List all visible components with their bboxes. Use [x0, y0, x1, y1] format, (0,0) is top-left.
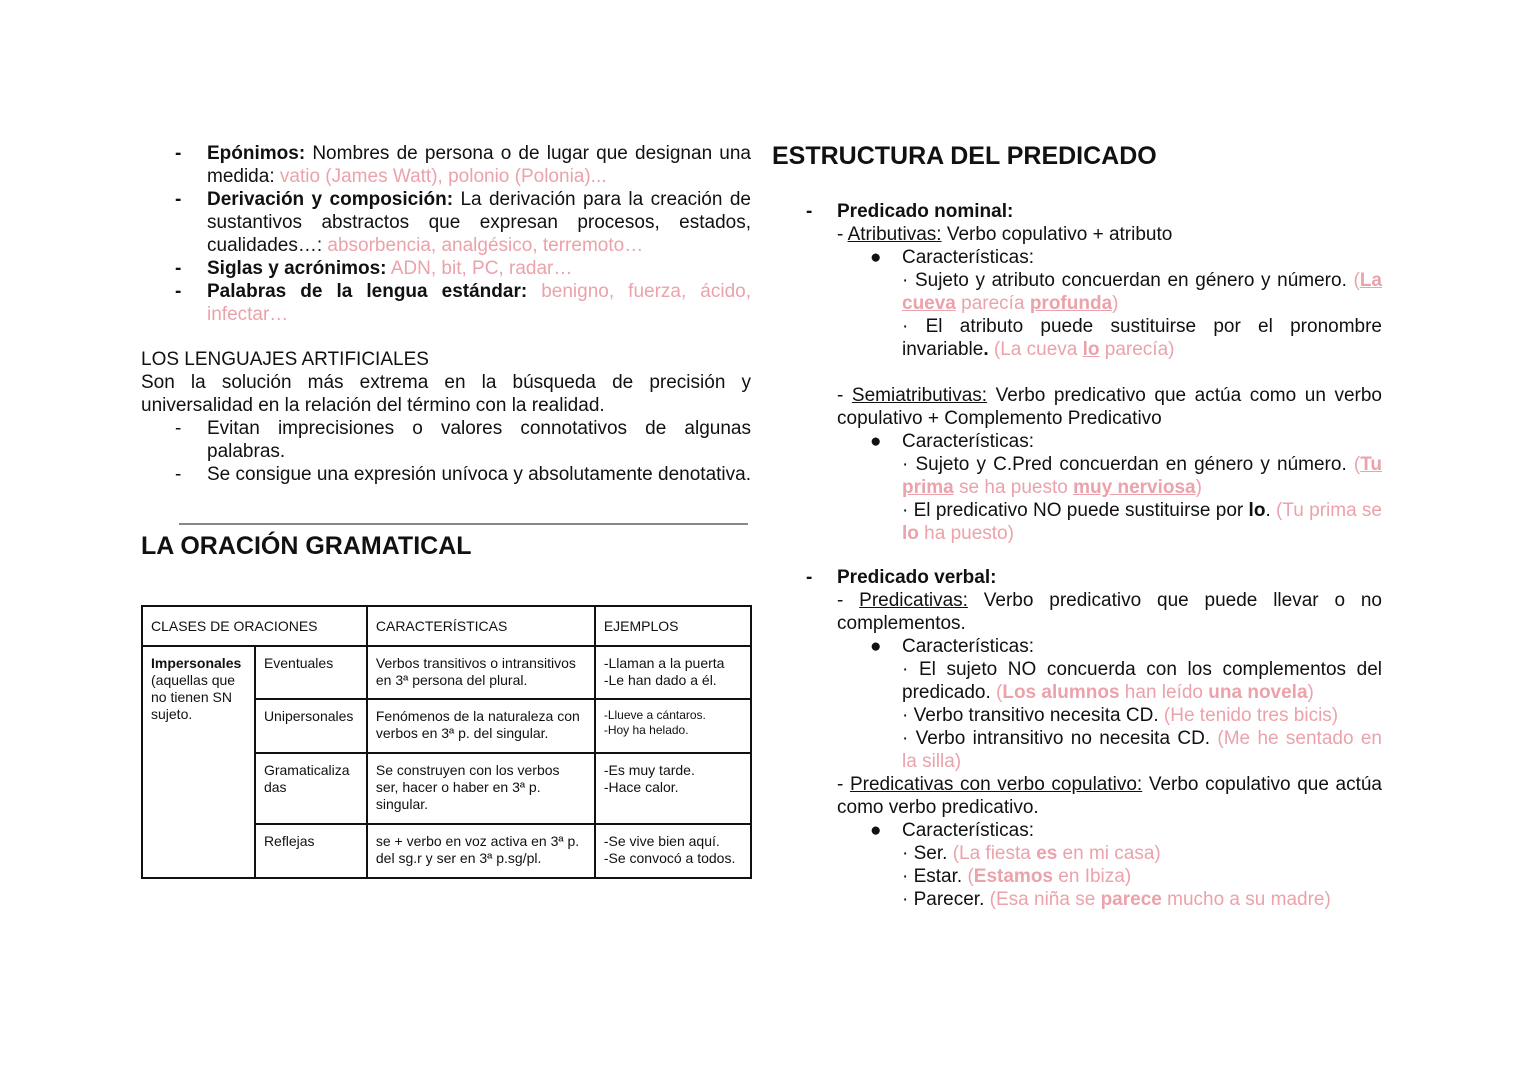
paragraph	[837, 384, 1382, 430]
subsection-title: Predicado verbal:	[837, 567, 997, 588]
example-cell	[595, 824, 751, 878]
example-text: parecía)	[1099, 339, 1175, 360]
example-text: es	[1036, 843, 1058, 864]
list-item	[772, 566, 1382, 589]
bullet-item	[837, 430, 1382, 453]
example-text: ADN, bit, PC, radar…	[390, 258, 573, 279]
bullet-icon: ●	[870, 247, 882, 268]
example-text: )	[1307, 682, 1314, 703]
example: -Se vive bien aquí.	[603, 833, 720, 849]
text-run: Derivación y composición:	[207, 189, 454, 210]
group-desc: (aquellas que no tienen SN sujeto.	[151, 672, 236, 722]
dash-bullet: -	[175, 258, 182, 279]
group-cell	[142, 646, 255, 878]
text-run: Verbo predicativo que puede llevar o no complementos.	[837, 590, 1382, 634]
text-run: Verbo copulativo que actúa como verbo predicativo.	[837, 774, 1382, 818]
list-item	[141, 142, 751, 188]
example-text: )	[1195, 477, 1202, 498]
table-header: CARACTERÍSTICAS	[367, 606, 595, 646]
text-run: Palabras de la lengua estándar:	[207, 281, 528, 302]
example-text: Tu prima	[902, 454, 1382, 498]
example-text: han leído	[1119, 682, 1209, 703]
section-title: LOS LENGUAJES ARTIFICIALES	[141, 349, 429, 370]
paragraph	[207, 143, 751, 187]
example-text: (	[1353, 454, 1361, 475]
nominal-body	[772, 223, 1382, 545]
artificial-languages-section	[141, 348, 751, 486]
subsection-title: Predicado nominal:	[837, 201, 1014, 222]
example-cell	[595, 646, 751, 699]
example-text: lo	[1082, 339, 1100, 360]
text-run: · Verbo transitivo necesita CD.	[902, 705, 1164, 726]
text-run: Predicativas con verbo copulativo:	[849, 774, 1143, 795]
verbal-body	[772, 589, 1382, 911]
example-text: (He tenido tres bicis)	[1163, 705, 1339, 726]
table-row	[142, 646, 751, 699]
text-run: La derivación para la creación de sustantivos abstractos que expresan procesos, estados, cualidades…:	[207, 189, 751, 256]
list-item	[141, 188, 751, 257]
text-run: lo	[1248, 500, 1266, 521]
text-run: Predicativas:	[859, 590, 968, 611]
dash-bullet: -	[806, 567, 813, 588]
text-run: Nombres de persona o de lugar que designan una medida:	[207, 143, 751, 187]
example-text: (	[996, 682, 1003, 703]
dash-bullet: -	[806, 201, 813, 222]
paragraph: Son la solución más extrema en la búsqueda de precisión y universalidad en la relación del término con la realidad.	[141, 372, 751, 416]
label: Características:	[902, 431, 1034, 452]
paragraph	[207, 189, 751, 256]
paragraph	[837, 658, 1382, 704]
list-item	[141, 280, 751, 326]
example-text: parece	[1100, 889, 1162, 910]
label: Características:	[902, 247, 1034, 268]
text-run: Verbo predicativo que actúa como un verbo copulativo + Complemento Predicativo	[837, 385, 1383, 429]
list-item	[141, 463, 751, 486]
text-run: .	[1265, 500, 1277, 521]
text-run: Verbo copulativo + atributo	[941, 224, 1173, 245]
type-cell: Reflejas	[255, 824, 367, 878]
text-run	[527, 281, 541, 302]
text-run: · Sujeto y atributo concuerdan en género y número.	[902, 270, 1354, 291]
text-run: · Sujeto y C.Pred concuerdan en género y número.	[902, 454, 1354, 475]
bullet-item	[837, 635, 1382, 658]
example: -Se convocó a todos.	[603, 850, 736, 866]
example: -Hace calor.	[603, 779, 679, 795]
example-text: vatio (James Watt), polonio (Polonia)...	[279, 166, 607, 187]
example-text: lo	[902, 523, 919, 544]
dash-bullet: -	[175, 418, 182, 439]
text-run: Siglas y acrónimos:	[207, 258, 387, 279]
char-cell: Se construyen con los verbos ser, hacer o haber en 3ª p. singular.	[367, 753, 595, 824]
bullet-icon: ●	[870, 431, 882, 452]
dash-bullet: -	[175, 464, 182, 485]
example: -Hoy ha helado.	[603, 723, 689, 737]
paragraph	[837, 315, 1382, 361]
example-text: (	[1353, 270, 1360, 291]
bullet-icon: ●	[870, 820, 882, 841]
paragraph	[837, 453, 1382, 499]
example-text: parecía	[955, 293, 1030, 314]
section-heading: ESTRUCTURA DEL PREDICADO	[772, 142, 1157, 170]
example-text: absorbencia, analgésico, terremoto…	[327, 235, 644, 256]
table-header: CLASES DE ORACIONES	[142, 606, 367, 646]
table-header-row	[142, 606, 751, 646]
type-cell: Eventuales	[255, 646, 367, 699]
word-formation-list	[141, 142, 751, 326]
example-text: (Esa niña se	[989, 889, 1101, 910]
example-text: (Tu prima se	[1276, 500, 1383, 521]
example: -Le han dado a él.	[603, 672, 717, 688]
example-text: se ha puesto	[953, 477, 1074, 498]
example: -Llueve a cántaros.	[603, 708, 706, 722]
bullet-item	[837, 246, 1382, 269]
example-text: (La fiesta	[952, 843, 1037, 864]
text-run: · El predicativo NO puede sustituirse por	[902, 500, 1249, 521]
paragraph	[207, 258, 572, 279]
text-run: · El sujeto NO concuerda con los complementos del predicado.	[902, 659, 1382, 703]
type-cell: Gramaticaliza das	[255, 753, 367, 824]
text-run: · El atributo puede sustituirse por el pronombre invariable	[902, 316, 1382, 360]
example-text: benigno, fuerza, ácido, infectar…	[207, 281, 751, 325]
paragraph	[837, 704, 1382, 727]
text-run: -	[837, 590, 860, 611]
list-item	[141, 417, 751, 463]
dash-bullet: -	[175, 143, 182, 164]
text-run: Epónimos:	[207, 143, 306, 164]
text-run: .	[983, 339, 989, 360]
paragraph	[837, 773, 1382, 819]
char-cell: se + verbo en voz activa en 3ª p. del sg.r y ser en 3ª p.sg/pl.	[367, 824, 595, 878]
paragraph	[837, 499, 1382, 545]
example-text: (	[967, 866, 974, 887]
char-cell: Fenómenos de la naturaleza con verbos en 3ª p. del singular.	[367, 699, 595, 753]
dash-bullet: -	[175, 281, 182, 302]
example: -Llaman a la puerta	[603, 655, 725, 671]
bullet-item	[837, 819, 1382, 842]
list-item	[141, 257, 751, 280]
paragraph	[837, 269, 1382, 315]
paragraph	[837, 727, 1382, 773]
text-run: Semiatributivas:	[851, 385, 988, 406]
paragraph	[837, 223, 1382, 246]
example-text: Estamos	[973, 866, 1053, 887]
text-run: · Parecer.	[902, 889, 990, 910]
example-text: en Ibiza)	[1053, 866, 1132, 887]
example-cell	[595, 753, 751, 824]
example-text: mucho a su madre)	[1161, 889, 1331, 910]
bullet-icon: ●	[870, 636, 882, 657]
text-run: Atributivas:	[847, 224, 942, 245]
paragraph	[837, 589, 1382, 635]
text-run: -	[837, 224, 848, 245]
example-text: muy nerviosa	[1073, 477, 1196, 498]
paragraph	[837, 842, 1382, 865]
example-text: )	[1112, 293, 1119, 314]
type-cell: Unipersonales	[255, 699, 367, 753]
paragraph	[207, 281, 751, 325]
list-item	[772, 200, 1382, 223]
text-run: -	[837, 774, 850, 795]
table-header: EJEMPLOS	[595, 606, 751, 646]
example-cell	[595, 699, 751, 753]
example: -Es muy tarde.	[603, 762, 695, 778]
example-text: profunda	[1029, 293, 1113, 314]
example-text: La cueva	[902, 270, 1382, 314]
group-label: Impersonales	[151, 655, 242, 671]
example-text: ha puesto)	[918, 523, 1014, 544]
example-text: en mi casa)	[1057, 843, 1161, 864]
label: Características:	[902, 636, 1034, 657]
paragraph	[837, 888, 1382, 911]
example-text: Los alumnos	[1002, 682, 1120, 703]
text-run: · Verbo intransitivo no necesita CD.	[902, 728, 1218, 749]
predicate-structure	[772, 200, 1382, 911]
text-run: -	[837, 385, 852, 406]
dash-bullet: -	[175, 189, 182, 210]
char-cell: Verbos transitivos o intransitivos en 3ª persona del plural.	[367, 646, 595, 699]
example-text: (Me he sentado en la silla)	[902, 728, 1382, 772]
sentence-classes-table	[141, 605, 752, 879]
example-text: (La cueva	[988, 339, 1083, 360]
text-run: · Estar.	[902, 866, 968, 887]
horizontal-divider	[179, 523, 748, 525]
label: Características:	[902, 820, 1034, 841]
section-heading: LA ORACIÓN GRAMATICAL	[141, 532, 472, 560]
list-item-text: Evitan imprecisiones o valores connotativos de algunas palabras.	[207, 418, 751, 462]
paragraph	[837, 865, 1382, 888]
list-item-text: Se consigue una expresión unívoca y absolutamente denotativa.	[207, 464, 751, 485]
text-run: · Ser.	[902, 843, 953, 864]
example-text: una novela	[1208, 682, 1308, 703]
